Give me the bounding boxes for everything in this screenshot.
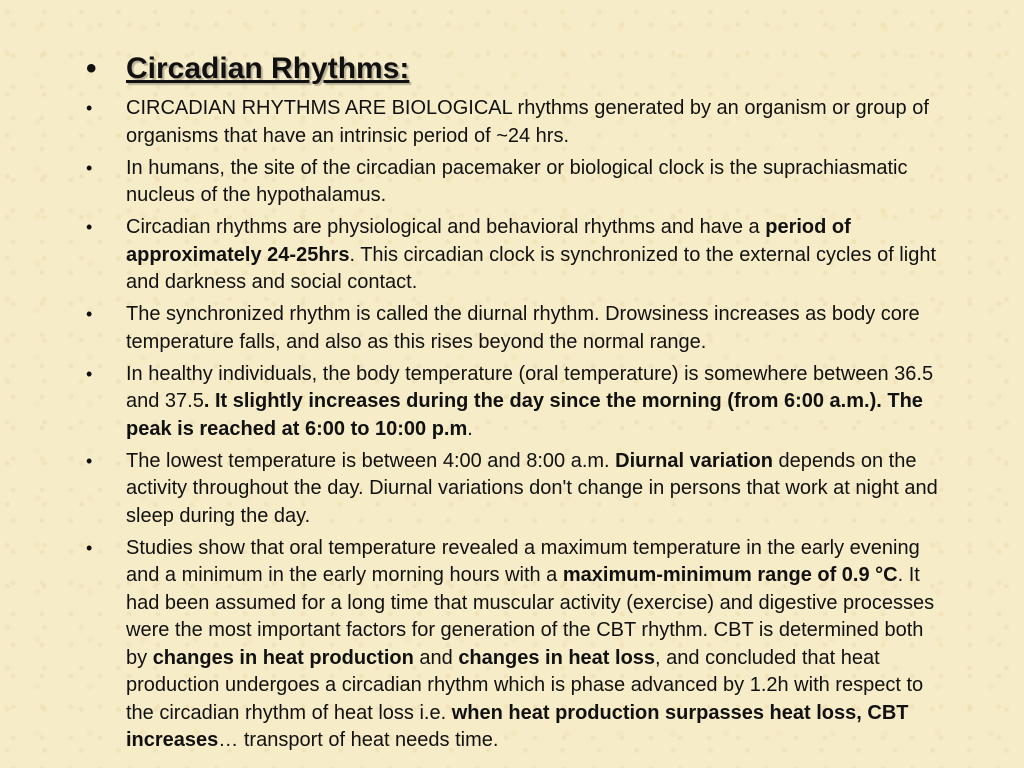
body-text: CIRCADIAN RHYTHMS ARE BIOLOGICAL rhythms generated by an organism or group of organisms that have an intrinsic period of ~24 hrs. bbox=[126, 97, 929, 147]
bold-text: maximum-minimum range of 0.9 °C bbox=[562, 564, 898, 586]
body-text: Circadian rhythms are physiological and behavioral rhythms and have a bbox=[126, 216, 766, 238]
slide-title: Circadian Rhythms: bbox=[126, 52, 410, 85]
bullet-marker: • bbox=[86, 363, 93, 384]
body-text: . It had been assumed for a long time that muscular activity (exercise) and digestive processes were the most important factors for generation of the CBT rhythm. CBT is determined both by bbox=[126, 564, 935, 669]
bold-text: Diurnal variation bbox=[615, 449, 773, 472]
bullet-point bbox=[86, 361, 938, 444]
title-bullet: • bbox=[86, 52, 97, 85]
body-text: … transport of heat needs time. bbox=[218, 729, 499, 751]
bullet-marker: • bbox=[86, 217, 93, 237]
body-text: The lowest temperature is between 4:00 and 8:00 a.m. bbox=[126, 449, 616, 472]
bullet-list bbox=[86, 95, 938, 759]
bullet-marker: • bbox=[86, 450, 93, 471]
body-text: depends on the activity throughout the day. Diurnal variations don't change in persons that work at night and sleep during the day. bbox=[126, 449, 938, 527]
bullet-marker: • bbox=[86, 98, 93, 118]
body-text: . bbox=[467, 417, 473, 440]
bullet-point bbox=[86, 448, 938, 531]
bullet-point bbox=[86, 95, 938, 150]
bullet-marker: • bbox=[86, 157, 93, 178]
bullet-point bbox=[86, 301, 938, 356]
bold-text: period of approximately 24-25hrs bbox=[126, 216, 851, 266]
body-text: . This circadian clock is synchronized to the external cycles of light and darkness and social contact. bbox=[126, 243, 936, 293]
bullet-point bbox=[86, 155, 938, 210]
body-text: Studies show that oral temperature revealed a maximum temperature in the early evening and a minimum in the early morning hours with a bbox=[126, 536, 920, 586]
bullet-point bbox=[86, 214, 938, 297]
bold-text: when heat production surpasses heat loss, CBT increases bbox=[126, 701, 909, 751]
bullet-marker: • bbox=[86, 537, 93, 558]
bullet-marker: • bbox=[86, 304, 93, 324]
body-text: In humans, the site of the circadian pacemaker or biological clock is the suprachiasmatic nucleus of the hypothalamus. bbox=[126, 156, 908, 206]
bold-text: changes in heat production bbox=[152, 646, 414, 669]
bold-text: . It slightly increases during the day since the morning (from 6:00 a.m.). The peak is reached at 6:00 to 10:00 p.m bbox=[126, 390, 923, 440]
bold-text: changes in heat loss bbox=[458, 646, 656, 669]
body-text: and bbox=[413, 646, 459, 669]
body-text: The synchronized rhythm is called the diurnal rhythm. Drowsiness increases as body core temperature falls, and also as this rises beyond the normal range. bbox=[126, 303, 920, 353]
body-text: , and concluded that heat production undergoes a circadian rhythm which is phase advanced by 1.2h with respect to the circadian rhythm of heat loss i.e. bbox=[126, 646, 924, 724]
bullet-point bbox=[86, 535, 938, 755]
slide-title-row bbox=[86, 52, 409, 86]
body-text: In healthy individuals, the body temperature (oral temperature) is somewhere between 36.5 and 37.5 bbox=[126, 362, 934, 412]
